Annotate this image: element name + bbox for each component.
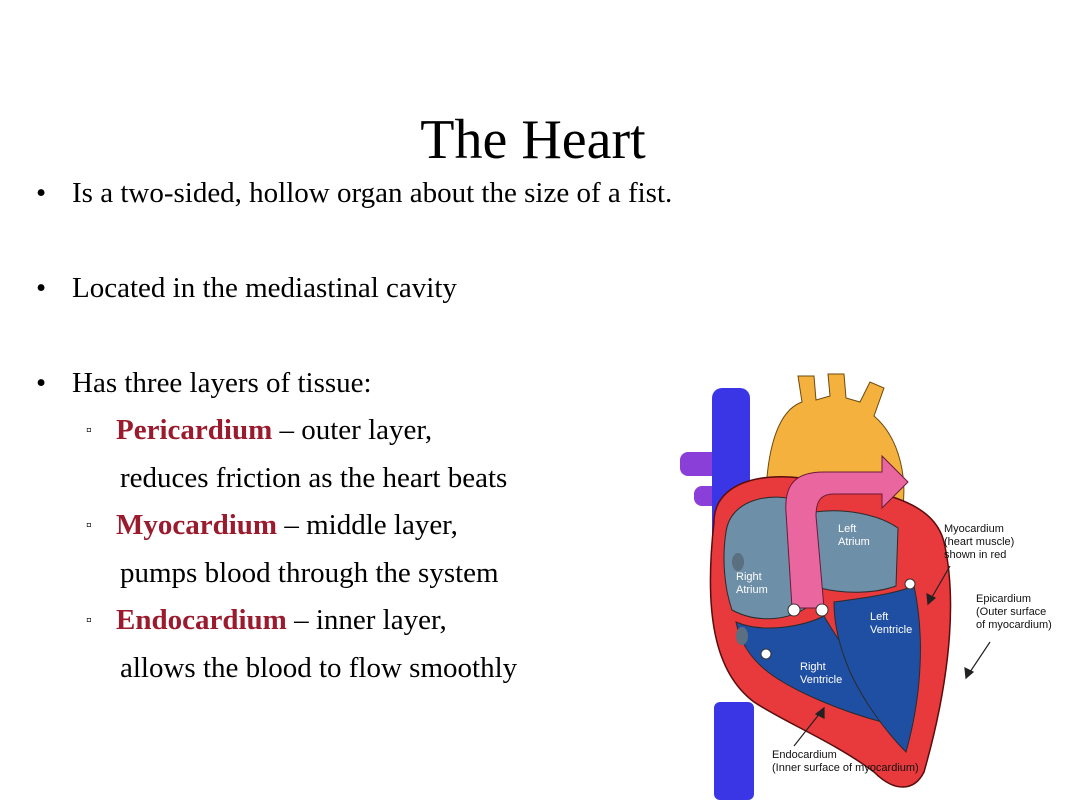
- layer-detail: pumps blood through the system: [120, 557, 499, 589]
- chamber-opening: [732, 553, 744, 571]
- bullet-text: Is a two-sided, hollow organ about the size of a fist.: [72, 177, 673, 209]
- valve: [905, 579, 915, 589]
- bullet-icon: •: [36, 272, 47, 304]
- slide-title: The Heart: [420, 109, 646, 171]
- chamber-opening: [736, 627, 748, 645]
- bullet-text: Has three layers of tissue:: [72, 367, 372, 399]
- layer-term: Myocardium: [116, 509, 278, 541]
- layer-term: Endocardium: [116, 604, 287, 636]
- valve: [761, 649, 771, 659]
- layer-desc: – middle layer,: [277, 509, 458, 541]
- bullet-item: [36, 365, 372, 401]
- square-bullet-icon: ▫: [86, 422, 92, 439]
- sub-bullet-endocardium: [86, 602, 447, 639]
- layer-term: Pericardium: [116, 414, 273, 446]
- bullet-item: [36, 270, 457, 306]
- bullet-item: [36, 175, 672, 211]
- bullet-icon: •: [36, 367, 47, 399]
- label-myocardium: Myocardium (heart muscle) shown in red: [944, 523, 1015, 561]
- label-left-atrium: Left Atrium: [838, 523, 870, 548]
- inferior-vena-cava: [714, 702, 754, 800]
- sub-bullet-pericardium: [86, 412, 432, 449]
- layer-detail: reduces friction as the heart beats: [120, 462, 508, 494]
- bullet-text: Located in the mediastinal cavity: [72, 272, 457, 304]
- square-bullet-icon: ▫: [86, 517, 92, 534]
- heart-diagram: [674, 372, 1066, 800]
- label-epicardium: Epicardium (Outer surface of myocardium): [976, 593, 1052, 631]
- sub-bullet-myocardium: [86, 507, 458, 544]
- label-left-ventricle: Left Ventricle: [870, 611, 913, 636]
- layer-desc: – outer layer,: [272, 414, 433, 446]
- square-bullet-icon: ▫: [86, 612, 92, 629]
- label-right-atrium: Right Atrium: [736, 571, 768, 596]
- layer-detail: allows the blood to flow smoothly: [120, 652, 518, 684]
- label-right-ventricle: Right Ventricle: [800, 661, 843, 686]
- label-endocardium: Endocardium (Inner surface of myocardium): [772, 749, 919, 774]
- layer-desc: – inner layer,: [286, 604, 447, 636]
- valve: [816, 604, 828, 616]
- bullet-icon: •: [36, 177, 47, 209]
- valve: [788, 604, 800, 616]
